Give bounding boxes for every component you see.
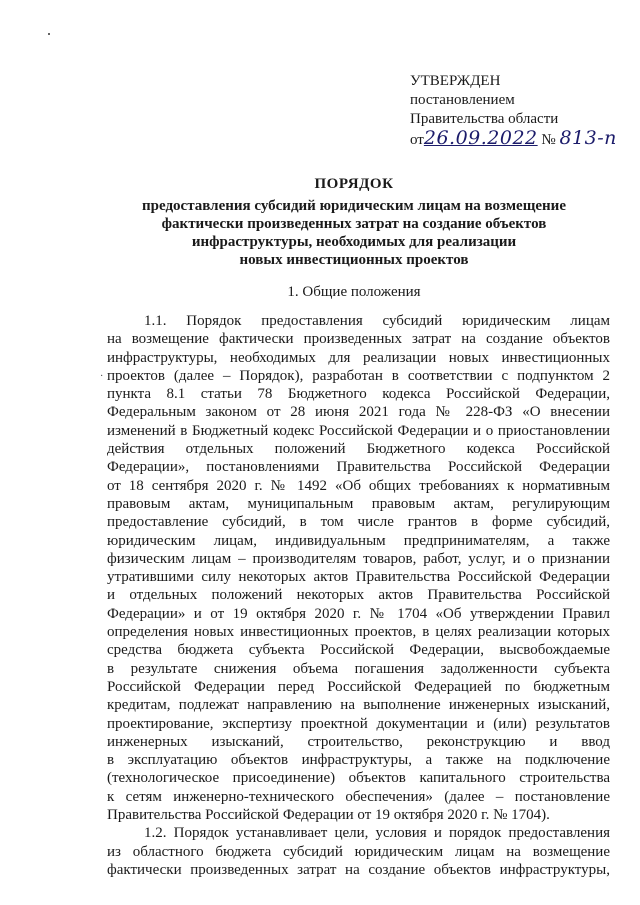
body-line: из областного бюджета субсидий юридическим лицам на возмещение xyxy=(107,843,610,860)
body-line: Правительства Российской Федерации от 19 октября 2020 г. № 1704). xyxy=(107,807,550,824)
subtitle-line: новых инвестиционных проектов xyxy=(239,252,469,268)
subtitle-line: предоставления субсидий юридическим лицам на возмещение xyxy=(142,198,566,214)
body-line: инженерных изысканий, строительство, реконструкцию и ввод xyxy=(107,733,610,750)
body-line: определения новых инвестиционных проектов, в целях реализации которых xyxy=(107,624,610,641)
body-line: правовым актам, муниципальным правовым актам, регулирующим xyxy=(107,495,610,512)
body-line: инфраструктуры, необходимых для реализации новых инвестиционных xyxy=(107,349,610,366)
approval-line-2: Правительства области xyxy=(410,111,559,127)
approval-block xyxy=(410,72,617,150)
body-line: проектирование, экспертизу проектной документации и (или) результатов xyxy=(107,715,610,732)
body-line: на возмещение фактически произведенных затрат на создание объектов xyxy=(107,331,610,348)
body-line: физическим лицам – производителям товаров, работ, услуг, и о признании xyxy=(107,550,610,567)
body-line: Федерации», постановлениями Правительства Российской Федерации xyxy=(107,459,610,476)
body-line: утратившими силу некоторых актов Правительства Российской Федерации xyxy=(107,569,610,586)
date-prefix: от xyxy=(410,132,424,148)
body-line: действия отдельных положений Бюджетного кодекса Российской xyxy=(107,441,610,458)
body-line: фактически произведенных затрат на создание объектов инфраструктуры, xyxy=(107,861,610,878)
body-line: в результате снижения объема погашения задолженности субъекта xyxy=(107,660,610,677)
body-line: юридическим лицам, индивидуальным предпринимателям, а также xyxy=(107,532,610,549)
document-title-block xyxy=(120,175,588,269)
subtitle-line: инфраструктуры, необходимых для реализации xyxy=(191,234,517,250)
approval-date-line xyxy=(410,129,617,150)
body-line: предоставление субсидий, в том числе грантов в форме субсидий, xyxy=(107,514,610,531)
margin-mark: · xyxy=(100,371,104,382)
body-line: и отдельных положений некоторых актов Правительства Российской xyxy=(107,587,610,604)
section-heading: 1. Общие положения xyxy=(287,284,421,300)
body-line: пункта 8.1 статьи 78 Бюджетного кодекса Российской Федерации, xyxy=(107,386,610,403)
handwritten-date: 26.09.2022 xyxy=(423,127,538,149)
scan-speck xyxy=(48,33,50,35)
handwritten-number: 813-п xyxy=(559,127,617,149)
body-line: Федерации» и от 19 октября 2020 г. № 1704 «Об утверждении Правил xyxy=(107,605,610,622)
body-line: средства бюджета субъекта Российской Федерации, высвобождаемые xyxy=(107,642,610,659)
body-line: 1.2. Порядок устанавливает цели, условия и порядок предоставления xyxy=(144,825,610,842)
body-line: (технологическое присоединение) объектов капитального строительства xyxy=(107,770,610,787)
body-line: Российской Федерации перед Российской Федерацией по бюджетным xyxy=(107,678,610,695)
body-line: изменений в Бюджетный кодекс Российской Федерации и о приостановлении xyxy=(107,422,610,439)
number-prefix: № xyxy=(541,132,556,148)
body-line: кредитам, подлежат направлению на выполнение инженерных изысканий, xyxy=(107,697,610,714)
body-line: к сетям инженерно-технического обеспечения» (далее – постановление xyxy=(107,788,610,805)
approval-line-1: постановлением xyxy=(410,92,515,108)
body-text xyxy=(107,312,610,879)
document-title: ПОРЯДОК xyxy=(314,176,394,192)
body-line: Федеральным законом от 28 июня 2021 года № 228-ФЗ «О внесении xyxy=(107,404,610,421)
body-line: в эксплуатацию объектов инфраструктуры, а также на подключение xyxy=(107,752,610,769)
body-line: проектов (далее – Порядок), разработан в соответствии с подпунктом 2 xyxy=(107,367,610,384)
body-line: от 18 сентября 2020 г. № 1492 «Об общих требованиях к нормативным xyxy=(107,477,610,494)
subtitle-line: фактически произведенных затрат на создание объектов xyxy=(161,216,547,232)
body-line: 1.1. Порядок предоставления субсидий юридическим лицам xyxy=(144,313,610,329)
approval-title: УТВЕРЖДЕН xyxy=(410,73,501,89)
